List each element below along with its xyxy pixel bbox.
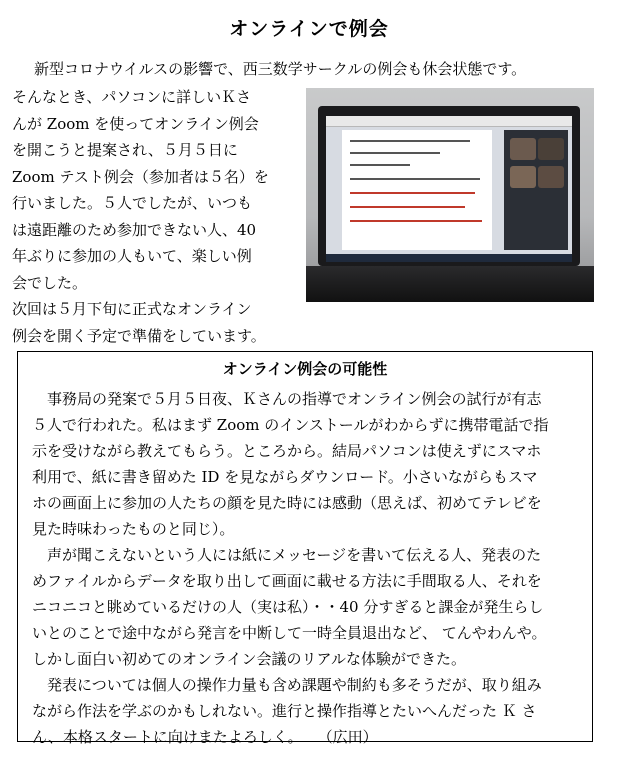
doc-line: [350, 152, 440, 154]
lead-paragraph: 新型コロナウイルスの影響で、西三数学サークルの例会も休会状態です。: [34, 60, 527, 78]
article-line: 示を受けながら教えてもらう。ところから。結局パソコンは使えずにスマホ: [32, 442, 542, 460]
intro-line: んが Zoom を使ってオンライン例会: [12, 114, 259, 133]
intro-line: 次回は５月下旬に正式なオンライン: [12, 300, 252, 318]
intro-line: そんなとき、パソコンに詳しいＫさ: [12, 88, 252, 106]
participant-video: [538, 166, 564, 188]
app-toolbar: [326, 116, 572, 127]
article-line: ５人で行われた。私はまず Zoom のインストールがわからずに携帯電話で指: [32, 416, 549, 434]
intro-text: [12, 84, 304, 349]
article-line: ながら作法を学ぶのかもしれない。進行と操作指導とたいへんだった Ｋ さ: [32, 702, 537, 720]
article-line: 発表については個人の操作力量も含め課題や制約も多そうだが、取り組み: [32, 676, 542, 694]
page-title: オンラインで例会: [229, 18, 389, 40]
participant-panel: [504, 130, 568, 250]
article-line: 声が聞こえないという人には紙にメッセージを書いて伝える人、発表のた: [32, 546, 542, 564]
participant-video: [510, 166, 536, 188]
doc-line: [350, 140, 470, 142]
intro-line: 行いました。５人でしたが、いつも: [12, 194, 253, 212]
article-box: [17, 351, 593, 746]
article-title: オンライン例会の可能性: [222, 360, 388, 378]
os-taskbar: [326, 254, 572, 262]
zoom-meeting-photo: [306, 88, 594, 302]
shared-document: [342, 130, 492, 250]
laptop-screen: [326, 116, 572, 254]
article-line: めファイルからデータを取り出して画面に載せる方法に手間取る人、それを: [32, 572, 542, 590]
participant-video: [510, 138, 536, 160]
article-line: ん、本格スタートに向けまたよろしく。 （広田）: [32, 728, 378, 746]
article-line: ニコニコと眺めているだけの人（実は私）・・40 分すぎると課金が発生らし: [32, 598, 544, 616]
intro-line: Zoom テスト例会（参加者は５名）を: [12, 167, 269, 186]
doc-line: [350, 164, 410, 166]
article-line: 事務局の発案で５月５日夜、Ｋさんの指導でオンライン例会の試行が有志: [32, 390, 542, 408]
intro-line: を開こうと提案され、５月５日に: [12, 141, 238, 159]
article-line: 利用で、紙に書き留めた ID を見ながらダウンロード。小さいながらもスマ: [32, 468, 538, 486]
article-line: ホの画面上に参加の人たちの顔を見た時には感動（思えば、初めてテレビを: [32, 494, 542, 512]
intro-line: 例会を開く予定で準備をしています。: [12, 326, 266, 345]
doc-line-red: [350, 220, 482, 222]
laptop-base: [306, 266, 594, 302]
doc-line-red: [350, 206, 465, 208]
article-line: 見た時味わったものと同じ）。: [32, 520, 235, 538]
participant-video: [538, 138, 564, 160]
intro-line: 年ぶりに参加の人もいて、楽しい例: [12, 247, 252, 265]
doc-line: [350, 178, 480, 180]
article-body: [32, 386, 584, 750]
intro-line: 会でした。: [12, 273, 88, 292]
article-line: いとのことで途中ながら発言を中断して一時全員退出など、 てんやわんや。: [32, 624, 547, 642]
article-line: しかし面白い初めてのオンライン会議のリアルな体験ができた。: [32, 650, 466, 668]
intro-line: は遠距離のため参加できない人、40: [12, 220, 257, 239]
doc-line-red: [350, 192, 475, 194]
